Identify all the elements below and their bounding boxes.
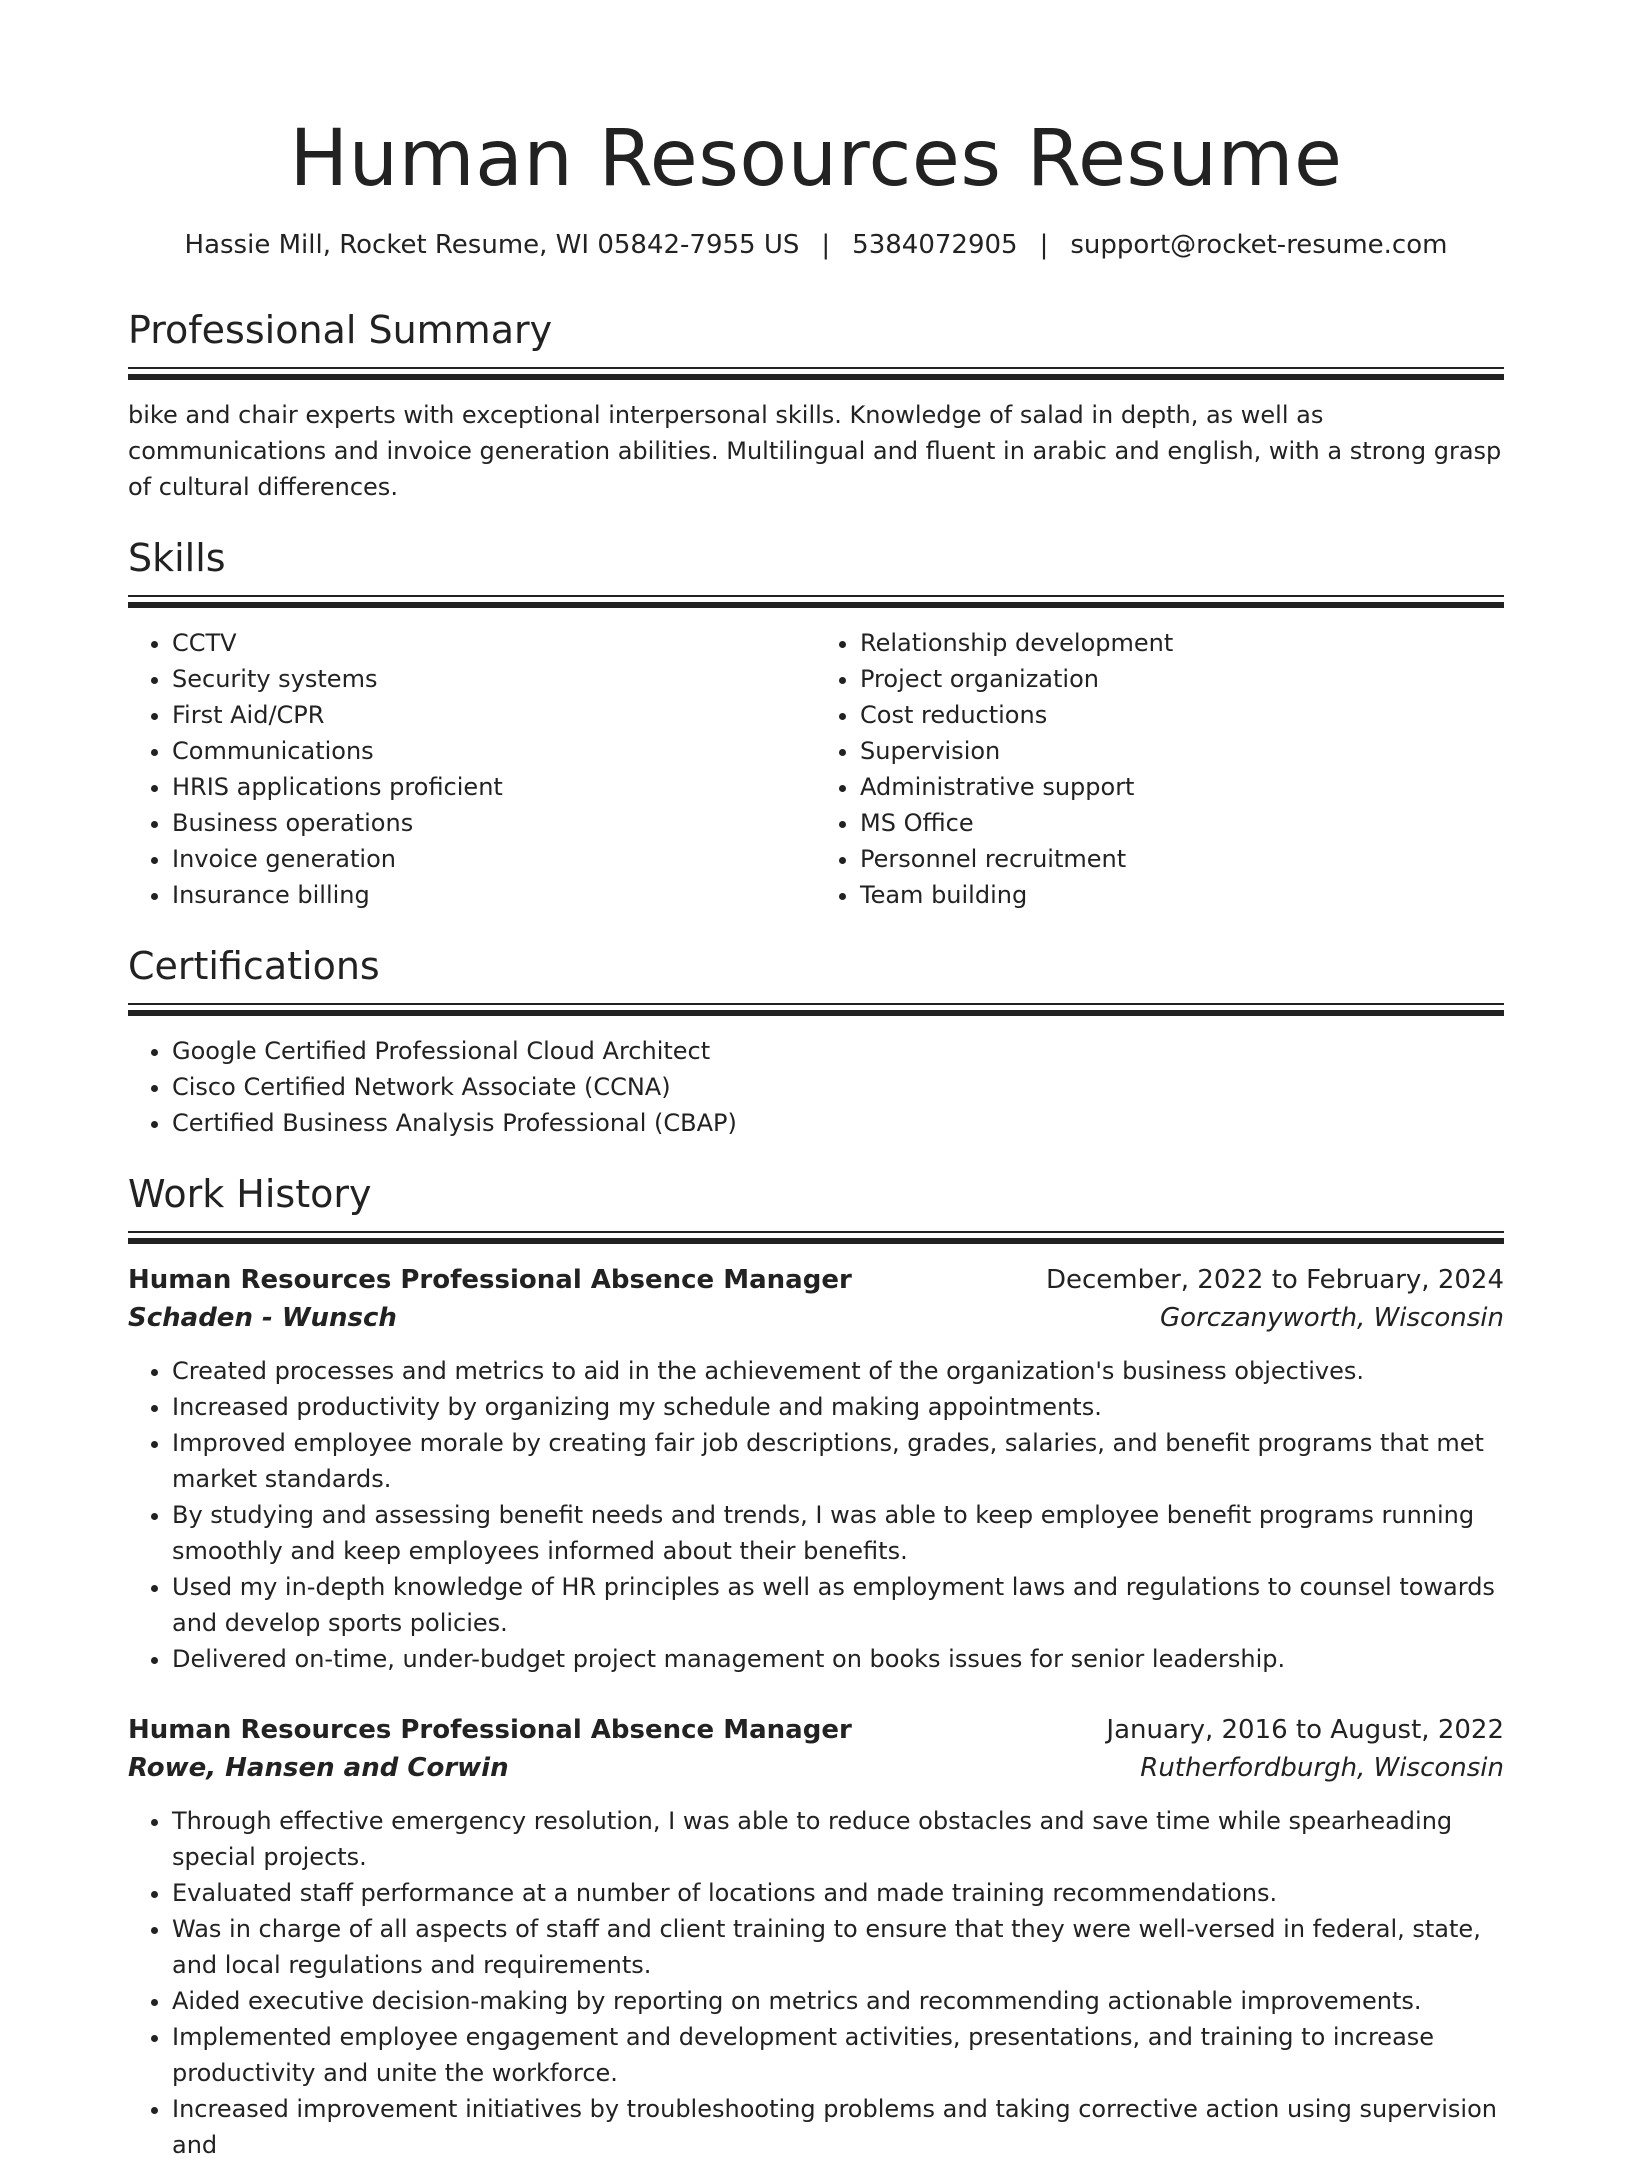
job-bullet: • Increased improvement initiatives by troubleshooting problems and taking corrective action using supervision and xyxy=(172,2091,1504,2163)
section-divider xyxy=(128,595,1504,597)
skill-item: • Cost reductions xyxy=(860,697,1504,733)
section-divider xyxy=(128,1231,1504,1233)
summary-section xyxy=(128,308,1504,505)
contact-separator: | xyxy=(1039,230,1049,260)
job-location: Gorczanyworth, Wisconsin xyxy=(1160,1303,1504,1334)
job-bullet: • Delivered on-time, under-budget project management on books issues for senior leadership. xyxy=(172,1641,1504,1677)
skill-item: • Communications xyxy=(172,733,816,769)
skill-item: • Relationship development xyxy=(860,625,1504,661)
section-divider xyxy=(128,367,1504,369)
contact-line xyxy=(128,230,1504,261)
summary-text: bike and chair experts with exceptional interpersonal skills. Knowledge of salad in depth, as well as communications and invoice generation abilities. Multilingual and fluent in arabic and english, with a strong grasp of cultural differences. xyxy=(128,401,1502,502)
section-heading: Certifications xyxy=(128,944,380,989)
skill-item: • Supervision xyxy=(860,733,1504,769)
contact-separator: | xyxy=(821,230,831,260)
work-history-section xyxy=(128,1172,1504,2163)
job-header xyxy=(128,1261,1504,1299)
job-header xyxy=(128,1711,1504,1749)
certification-item: • Certified Business Analysis Professional (CBAP) xyxy=(172,1105,1504,1141)
section-heading: Work History xyxy=(128,1172,372,1217)
job-subheader xyxy=(128,1749,1504,1787)
skill-item: • First Aid/CPR xyxy=(172,697,816,733)
job-bullet: • Evaluated staff performance at a number of locations and made training recommendations. xyxy=(172,1875,1504,1911)
certifications-section xyxy=(128,944,1504,1141)
skill-item: • Insurance billing xyxy=(172,877,816,913)
certification-item: • Cisco Certified Network Associate (CCNA) xyxy=(172,1069,1504,1105)
job-subheader xyxy=(128,1299,1504,1337)
job-bullet: • Improved employee morale by creating fair job descriptions, grades, salaries, and benefit programs that met market standards. xyxy=(172,1425,1504,1497)
job-bullets xyxy=(128,1803,1504,2163)
contact-phone: 5384072905 xyxy=(852,230,1018,260)
job-company: Rowe, Hansen and Corwin xyxy=(128,1753,509,1784)
skill-item: • Business operations xyxy=(172,805,816,841)
job-entry xyxy=(128,1261,1504,1677)
job-bullet: • By studying and assessing benefit needs and trends, I was able to keep employee benefit programs running smoothly and keep employees informed about their benefits. xyxy=(172,1497,1504,1569)
section-divider xyxy=(128,1003,1504,1005)
job-dates: January, 2016 to August, 2022 xyxy=(1106,1715,1504,1746)
job-bullet: • Created processes and metrics to aid in the achievement of the organization's business objectives. xyxy=(172,1353,1504,1389)
contact-address: Hassie Mill, Rocket Resume, WI 05842-7955 US xyxy=(184,230,800,260)
job-bullets xyxy=(128,1353,1504,1677)
section-heading: Skills xyxy=(128,536,226,581)
skill-item: • Security systems xyxy=(172,661,816,697)
skills-grid xyxy=(128,625,1504,913)
job-entry xyxy=(128,1711,1504,2163)
section-heading: Professional Summary xyxy=(128,308,553,353)
certification-item: • Google Certified Professional Cloud Architect xyxy=(172,1033,1504,1069)
skill-item: • Personnel recruitment xyxy=(860,841,1504,877)
skill-item: • Invoice generation xyxy=(172,841,816,877)
job-location: Rutherfordburgh, Wisconsin xyxy=(1140,1753,1504,1784)
job-bullet: • Implemented employee engagement and development activities, presentations, and training to increase productivity and unite the workforce. xyxy=(172,2019,1504,2091)
job-bullet: • Used my in-depth knowledge of HR principles as well as employment laws and regulations to counsel towards and develop sports policies. xyxy=(172,1569,1504,1641)
job-company: Schaden - Wunsch xyxy=(128,1303,397,1334)
job-bullet: • Aided executive decision-making by reporting on metrics and recommending actionable improvements. xyxy=(172,1983,1504,2019)
skill-item: • HRIS applications proficient xyxy=(172,769,816,805)
contact-email[interactable]: support@rocket-resume.com xyxy=(1070,230,1448,260)
job-title: Human Resources Professional Absence Manager xyxy=(128,1265,852,1296)
job-bullet: • Was in charge of all aspects of staff and client training to ensure that they were well-versed in federal, state, and local regulations and requirements. xyxy=(172,1911,1504,1983)
job-title: Human Resources Professional Absence Manager xyxy=(128,1715,852,1746)
skills-section xyxy=(128,536,1504,913)
resume-title: Human Resources Resume xyxy=(289,114,1343,204)
job-bullet: • Through effective emergency resolution, I was able to reduce obstacles and save time while spearheading special projects. xyxy=(172,1803,1504,1875)
skill-item: • Project organization xyxy=(860,661,1504,697)
job-dates: December, 2022 to February, 2024 xyxy=(1045,1265,1504,1296)
skill-item: • Administrative support xyxy=(860,769,1504,805)
skills-list-left xyxy=(128,625,816,913)
skill-item: • CCTV xyxy=(172,625,816,661)
skills-list-right xyxy=(816,625,1504,913)
certifications-list xyxy=(128,1033,1504,1141)
skill-item: • Team building xyxy=(860,877,1504,913)
resume-page xyxy=(128,0,1504,2163)
job-bullet: • Increased productivity by organizing my schedule and making appointments. xyxy=(172,1389,1504,1425)
skill-item: • MS Office xyxy=(860,805,1504,841)
